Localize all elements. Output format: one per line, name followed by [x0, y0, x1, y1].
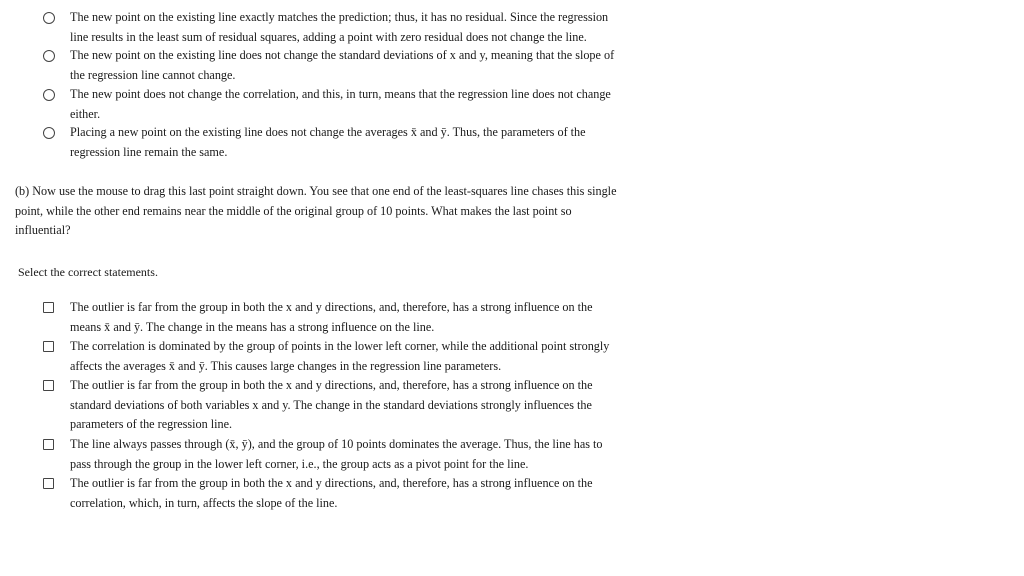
option-line: line results in the least sum of residual squares, adding a point with zero residual does not change the line.	[70, 29, 587, 44]
instruction-text: Select the correct statements.	[18, 265, 158, 279]
option-line: The outlier is far from the group in both the x and y directions, and, therefore, has a strong influence on the	[70, 476, 593, 490]
option-line: The correlation is dominated by the group of points in the lower left corner, while the additional point strongly	[70, 339, 610, 353]
radio-button[interactable]	[43, 50, 55, 62]
checkbox[interactable]	[43, 380, 54, 391]
checkbox[interactable]	[43, 302, 54, 313]
option-line: affects the averages x̄ and ȳ. This causes large changes in the regression line parameters.	[70, 358, 502, 373]
option-line: correlation, which, in turn, affects the slope of the line.	[70, 495, 338, 510]
checkbox[interactable]	[43, 478, 54, 489]
option-line: parameters of the regression line.	[70, 417, 233, 431]
radio-button[interactable]	[43, 89, 55, 101]
radio-button[interactable]	[43, 127, 55, 139]
option-line: regression line remain the same.	[70, 144, 228, 159]
radio-button[interactable]	[43, 12, 55, 24]
option-line: pass through the group in the lower left corner, i.e., the group acts as a pivot point for the line.	[70, 456, 529, 471]
option-text	[70, 85, 630, 124]
option-line: The new point on the existing line does not change the standard deviations of x and y, meaning that the slope of	[70, 48, 615, 62]
option-text	[70, 298, 630, 337]
option-line: The outlier is far from the group in both the x and y directions, and, therefore, has a strong influence on the	[70, 378, 593, 392]
option-line: the regression line cannot change.	[70, 67, 236, 82]
option-text	[70, 376, 630, 435]
option-text	[70, 8, 630, 47]
question-b	[15, 182, 635, 241]
question-line: (b) Now use the mouse to drag this last point straight down. You see that one end of the least-squares line chases this single	[15, 184, 617, 198]
question-line: influential?	[15, 223, 71, 237]
checkbox[interactable]	[43, 341, 54, 352]
question-line: point, while the other end remains near the middle of the original group of 10 points. What makes the last point so	[15, 203, 572, 218]
option-line: standard deviations of both variables x and y. The change in the standard deviations strongly influences the	[70, 397, 592, 412]
option-line: The outlier is far from the group in both the x and y directions, and, therefore, has a strong influence on the	[70, 300, 593, 314]
option-line: The line always passes through (x̄, ȳ), and the group of 10 points dominates the average. Thus, the line has to	[70, 437, 603, 451]
option-text	[70, 46, 630, 85]
checkbox[interactable]	[43, 439, 54, 450]
option-line: means x̄ and ȳ. The change in the means has a strong influence on the line.	[70, 319, 435, 334]
option-text	[70, 337, 630, 376]
option-line: The new point does not change the correlation, and this, in turn, means that the regression line does not change	[70, 87, 611, 101]
option-line: Placing a new point on the existing line does not change the averages x̄ and ȳ. Thus, the parameters of the	[70, 125, 586, 139]
option-text	[70, 123, 630, 162]
option-line: The new point on the existing line exactly matches the prediction; thus, it has no residual. Since the regression	[70, 10, 609, 24]
option-text	[70, 474, 630, 513]
option-text	[70, 435, 630, 474]
option-line: either.	[70, 106, 101, 121]
